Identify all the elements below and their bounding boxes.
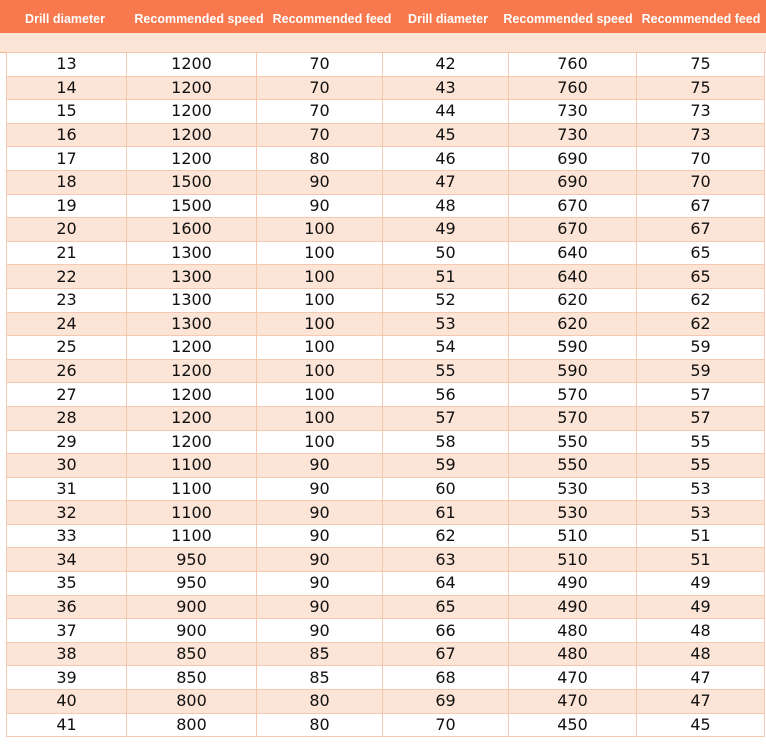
table-row (7, 312, 765, 336)
cell-speed-right: 590 (509, 359, 637, 383)
table-row (7, 123, 765, 147)
cell-feed-left: 80 (257, 713, 383, 737)
cell-feed-left: 90 (257, 524, 383, 548)
cell-speed-right: 510 (509, 548, 637, 572)
cell-feed-left: 100 (257, 288, 383, 312)
cell-feed-left: 90 (257, 595, 383, 619)
cell-feed-left: 100 (257, 241, 383, 265)
cell-speed-right: 690 (509, 147, 637, 171)
table-row (7, 666, 765, 690)
table-row (7, 241, 765, 265)
table-row (7, 548, 765, 572)
cell-feed-right: 47 (637, 666, 765, 690)
cell-feed-left: 90 (257, 619, 383, 643)
cell-drill-diameter-left: 34 (7, 548, 127, 572)
table-row (7, 359, 765, 383)
table-row (7, 383, 765, 407)
cell-feed-left: 100 (257, 359, 383, 383)
cell-drill-diameter-right: 59 (383, 454, 509, 478)
cell-speed-right: 510 (509, 524, 637, 548)
cell-feed-left: 80 (257, 690, 383, 714)
cell-speed-left: 900 (127, 619, 257, 643)
cell-drill-diameter-right: 50 (383, 241, 509, 265)
cell-drill-diameter-right: 66 (383, 619, 509, 643)
cell-feed-right: 65 (637, 241, 765, 265)
header-recommended-feed-right: Recommended feed (641, 12, 761, 26)
table-row (7, 100, 765, 124)
cell-feed-left: 100 (257, 406, 383, 430)
cell-drill-diameter-left: 38 (7, 642, 127, 666)
cell-speed-left: 1200 (127, 336, 257, 360)
cell-feed-right: 70 (637, 147, 765, 171)
cell-feed-right: 59 (637, 336, 765, 360)
header-recommended-speed-right: Recommended speed (503, 12, 633, 26)
cell-drill-diameter-left: 29 (7, 430, 127, 454)
cell-speed-left: 1200 (127, 406, 257, 430)
cell-drill-diameter-left: 21 (7, 241, 127, 265)
cell-feed-left: 100 (257, 218, 383, 242)
cell-drill-diameter-left: 35 (7, 572, 127, 596)
cell-drill-diameter-right: 52 (383, 288, 509, 312)
table-row (7, 501, 765, 525)
drill-data-table (6, 52, 765, 737)
cell-speed-right: 480 (509, 642, 637, 666)
cell-drill-diameter-left: 39 (7, 666, 127, 690)
cell-speed-left: 1300 (127, 288, 257, 312)
cell-drill-diameter-left: 17 (7, 147, 127, 171)
cell-drill-diameter-right: 42 (383, 53, 509, 77)
cell-feed-left: 100 (257, 265, 383, 289)
cell-feed-left: 90 (257, 548, 383, 572)
cell-feed-right: 73 (637, 123, 765, 147)
cell-drill-diameter-left: 24 (7, 312, 127, 336)
cell-speed-right: 640 (509, 241, 637, 265)
cell-speed-right: 490 (509, 572, 637, 596)
cell-drill-diameter-left: 28 (7, 406, 127, 430)
cell-feed-right: 62 (637, 288, 765, 312)
table-row (7, 713, 765, 737)
cell-feed-left: 70 (257, 123, 383, 147)
cell-speed-right: 480 (509, 619, 637, 643)
cell-feed-left: 100 (257, 336, 383, 360)
cell-speed-left: 1500 (127, 194, 257, 218)
cell-speed-right: 550 (509, 454, 637, 478)
cell-feed-right: 45 (637, 713, 765, 737)
cell-drill-diameter-right: 60 (383, 477, 509, 501)
cell-drill-diameter-left: 13 (7, 53, 127, 77)
cell-feed-right: 65 (637, 265, 765, 289)
cell-speed-right: 570 (509, 383, 637, 407)
cell-drill-diameter-right: 56 (383, 383, 509, 407)
table-row (7, 454, 765, 478)
cell-drill-diameter-right: 67 (383, 642, 509, 666)
cell-drill-diameter-left: 30 (7, 454, 127, 478)
cell-speed-left: 850 (127, 666, 257, 690)
cell-feed-left: 85 (257, 666, 383, 690)
cell-drill-diameter-left: 23 (7, 288, 127, 312)
cell-drill-diameter-right: 65 (383, 595, 509, 619)
table-row (7, 595, 765, 619)
cell-drill-diameter-right: 58 (383, 430, 509, 454)
cell-feed-right: 53 (637, 477, 765, 501)
cell-drill-diameter-right: 43 (383, 76, 509, 100)
cell-feed-right: 51 (637, 548, 765, 572)
cell-feed-right: 57 (637, 406, 765, 430)
table-row (7, 430, 765, 454)
cell-speed-left: 1600 (127, 218, 257, 242)
cell-speed-left: 900 (127, 595, 257, 619)
cell-drill-diameter-left: 15 (7, 100, 127, 124)
cell-feed-left: 90 (257, 454, 383, 478)
cell-feed-right: 55 (637, 430, 765, 454)
cell-speed-right: 670 (509, 218, 637, 242)
cell-speed-right: 670 (509, 194, 637, 218)
cell-drill-diameter-left: 36 (7, 595, 127, 619)
cell-drill-diameter-left: 22 (7, 265, 127, 289)
cell-feed-right: 49 (637, 572, 765, 596)
cell-feed-right: 67 (637, 194, 765, 218)
cell-speed-left: 1200 (127, 123, 257, 147)
header-drill-diameter-right: Drill diameter (408, 12, 488, 26)
cell-speed-right: 620 (509, 288, 637, 312)
cell-speed-left: 1300 (127, 312, 257, 336)
table-row (7, 690, 765, 714)
cell-speed-right: 730 (509, 123, 637, 147)
cell-drill-diameter-left: 20 (7, 218, 127, 242)
cell-speed-left: 1500 (127, 170, 257, 194)
cell-feed-right: 73 (637, 100, 765, 124)
cell-drill-diameter-right: 44 (383, 100, 509, 124)
cell-feed-left: 90 (257, 501, 383, 525)
cell-speed-left: 1100 (127, 524, 257, 548)
cell-speed-right: 760 (509, 53, 637, 77)
cell-speed-right: 590 (509, 336, 637, 360)
cell-drill-diameter-right: 47 (383, 170, 509, 194)
cell-speed-left: 800 (127, 690, 257, 714)
cell-speed-left: 950 (127, 572, 257, 596)
cell-drill-diameter-left: 31 (7, 477, 127, 501)
cell-drill-diameter-left: 40 (7, 690, 127, 714)
table-row (7, 336, 765, 360)
cell-speed-left: 850 (127, 642, 257, 666)
table-row (7, 572, 765, 596)
cell-drill-diameter-right: 55 (383, 359, 509, 383)
cell-drill-diameter-left: 33 (7, 524, 127, 548)
cell-drill-diameter-right: 70 (383, 713, 509, 737)
cell-drill-diameter-right: 68 (383, 666, 509, 690)
cell-feed-right: 57 (637, 383, 765, 407)
cell-drill-diameter-left: 27 (7, 383, 127, 407)
cell-feed-left: 70 (257, 53, 383, 77)
table-row (7, 288, 765, 312)
cell-speed-left: 1200 (127, 76, 257, 100)
cell-drill-diameter-left: 19 (7, 194, 127, 218)
cell-feed-left: 90 (257, 170, 383, 194)
header-row (0, 0, 766, 33)
header-drill-diameter-left: Drill diameter (25, 12, 105, 26)
cell-speed-left: 1200 (127, 147, 257, 171)
cell-feed-left: 80 (257, 147, 383, 171)
cell-speed-right: 470 (509, 666, 637, 690)
cell-drill-diameter-left: 16 (7, 123, 127, 147)
cell-feed-right: 75 (637, 76, 765, 100)
cell-speed-right: 620 (509, 312, 637, 336)
cell-drill-diameter-right: 69 (383, 690, 509, 714)
cell-speed-right: 530 (509, 501, 637, 525)
cell-speed-right: 690 (509, 170, 637, 194)
table-row (7, 147, 765, 171)
cell-drill-diameter-right: 63 (383, 548, 509, 572)
cell-speed-left: 1200 (127, 100, 257, 124)
cell-feed-right: 51 (637, 524, 765, 548)
cell-drill-diameter-right: 57 (383, 406, 509, 430)
table-row (7, 53, 765, 77)
cell-feed-left: 100 (257, 430, 383, 454)
cell-feed-left: 90 (257, 194, 383, 218)
cell-feed-right: 48 (637, 642, 765, 666)
table-row (7, 218, 765, 242)
cell-feed-right: 47 (637, 690, 765, 714)
cell-speed-left: 1100 (127, 501, 257, 525)
cell-feed-left: 70 (257, 76, 383, 100)
cell-speed-left: 1200 (127, 430, 257, 454)
cell-speed-left: 1200 (127, 359, 257, 383)
cell-drill-diameter-right: 48 (383, 194, 509, 218)
header-recommended-speed-left: Recommended speed (134, 12, 264, 26)
cell-drill-diameter-left: 26 (7, 359, 127, 383)
cell-feed-left: 70 (257, 100, 383, 124)
cell-drill-diameter-right: 51 (383, 265, 509, 289)
cell-drill-diameter-left: 25 (7, 336, 127, 360)
cell-feed-right: 48 (637, 619, 765, 643)
cell-feed-right: 62 (637, 312, 765, 336)
cell-speed-right: 570 (509, 406, 637, 430)
cell-feed-left: 85 (257, 642, 383, 666)
cell-feed-left: 90 (257, 477, 383, 501)
cell-speed-left: 1300 (127, 241, 257, 265)
cell-feed-right: 70 (637, 170, 765, 194)
cell-speed-right: 730 (509, 100, 637, 124)
cell-drill-diameter-left: 32 (7, 501, 127, 525)
cell-drill-diameter-right: 49 (383, 218, 509, 242)
cell-feed-right: 55 (637, 454, 765, 478)
cell-speed-right: 450 (509, 713, 637, 737)
cell-drill-diameter-right: 64 (383, 572, 509, 596)
table-row (7, 194, 765, 218)
cell-feed-right: 49 (637, 595, 765, 619)
cell-drill-diameter-left: 14 (7, 76, 127, 100)
cell-speed-left: 950 (127, 548, 257, 572)
table-row (7, 76, 765, 100)
cell-drill-diameter-right: 45 (383, 123, 509, 147)
cell-speed-left: 1100 (127, 477, 257, 501)
table-row (7, 477, 765, 501)
table-row (7, 265, 765, 289)
cell-drill-diameter-right: 61 (383, 501, 509, 525)
table-row (7, 170, 765, 194)
cell-feed-left: 100 (257, 383, 383, 407)
header-recommended-feed-left: Recommended feed (272, 12, 392, 26)
table-row (7, 524, 765, 548)
cell-drill-diameter-right: 46 (383, 147, 509, 171)
cell-speed-right: 550 (509, 430, 637, 454)
cell-speed-right: 640 (509, 265, 637, 289)
cell-drill-diameter-left: 41 (7, 713, 127, 737)
cell-speed-right: 490 (509, 595, 637, 619)
table-row (7, 642, 765, 666)
cell-speed-right: 470 (509, 690, 637, 714)
cell-feed-right: 53 (637, 501, 765, 525)
table-row (7, 619, 765, 643)
cell-speed-right: 760 (509, 76, 637, 100)
cell-speed-left: 1100 (127, 454, 257, 478)
cell-speed-left: 1300 (127, 265, 257, 289)
cell-feed-right: 67 (637, 218, 765, 242)
cell-speed-left: 1200 (127, 53, 257, 77)
cell-feed-left: 100 (257, 312, 383, 336)
cell-drill-diameter-right: 53 (383, 312, 509, 336)
table-body (7, 53, 765, 737)
cell-drill-diameter-left: 18 (7, 170, 127, 194)
cell-speed-left: 1200 (127, 383, 257, 407)
cell-feed-right: 59 (637, 359, 765, 383)
cell-drill-diameter-right: 62 (383, 524, 509, 548)
table-row (7, 406, 765, 430)
cell-speed-left: 800 (127, 713, 257, 737)
cell-drill-diameter-left: 37 (7, 619, 127, 643)
cell-feed-left: 90 (257, 572, 383, 596)
cell-speed-right: 530 (509, 477, 637, 501)
cell-drill-diameter-right: 54 (383, 336, 509, 360)
header-spacer-band (0, 33, 766, 53)
cell-feed-right: 75 (637, 53, 765, 77)
